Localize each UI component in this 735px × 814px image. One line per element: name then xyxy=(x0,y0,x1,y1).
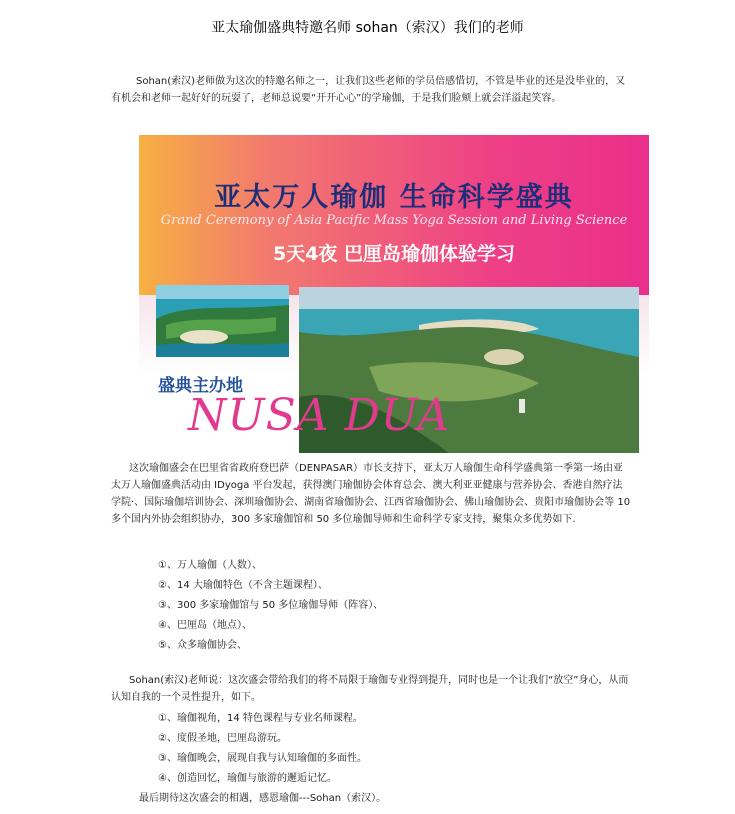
list-item: ②、14 大瑜伽特色（不含主题课程）、 xyxy=(158,580,328,591)
list-item: ②、度假圣地，巴厘岛游玩。 xyxy=(158,733,287,744)
event-paragraph: 这次瑜伽盛会在巴里省省政府登巴萨（DENPASAR）市长支持下，亚太万人瑜伽生命科学盛典第一季第一场由亚太万人瑜伽盛典活动由 IDyoga 平台发起，获得澳门瑜伽协会体育总会、澳大利亚亚健康与营养协会、香港自然疗法学院·、国际瑜伽培训协会、深圳瑜伽协会、湖南省瑜伽协会、江西省瑜伽协会、佛山瑜伽协会、贵阳市瑜伽协会等 10 多个国内外协会组织协办，300 多家瑜伽馆和 50 多位瑜伽导师和生命科学专家支持，聚集众多优势如下. xyxy=(111,463,631,525)
host-venue-label: 盛典主办地 xyxy=(158,376,243,396)
closing-line: 最后期待这次盛会的相遇，感恩瑜伽---Sohan（索汉）。 xyxy=(139,793,387,804)
list-item: ①、瑜伽视角，14 特色课程与专业名师课程。 xyxy=(158,713,363,724)
banner-title: 亚太万人瑜伽 生命科学盛典 xyxy=(214,182,574,213)
banner-subtitle: Grand Ceremony of Asia Pacific Mass Yoga Session and Living Science xyxy=(160,213,628,228)
sohan-paragraph: Sohan(索汉)老师说：这次盛会带给我们的将不局限于瑜伽专业得到提升，同时也是一个让我们“放空”身心，从而认知自我的一个灵性提升，如下。 xyxy=(111,675,629,703)
banner-tagline: 5天4夜 巴厘岛瑜伽体验学习 xyxy=(272,243,516,265)
intro-paragraph: Sohan(索汉)老师做为这次的特邀名师之一，让我们这些老师的学员倍感惜切，不管是毕业的还是没毕业的，又有机会和老师一起好好的玩耍了，老师总说要“开开心心”的学瑜伽，于是我们脸颊上就会洋溢起笑容。 xyxy=(111,76,626,104)
benefits-list xyxy=(158,709,367,789)
list-item: ③、瑜伽晚会，展现自我与认知瑜伽的多面性。 xyxy=(158,753,367,764)
venue-name: NUSA DUA xyxy=(188,390,451,441)
list-item: ①、万人瑜伽（人数）、 xyxy=(158,560,262,571)
list-item: ④、创造回忆，瑜伽与旅游的邂逅记忆。 xyxy=(158,773,337,784)
page-title: 亚太瑜伽盛典特邀名师 sohan（索汉）我们的老师 xyxy=(211,20,524,36)
advantages-list xyxy=(158,556,383,656)
list-item: ⑤、众多瑜伽协会、 xyxy=(158,640,247,651)
island-aerial-photo xyxy=(156,285,289,357)
list-item: ③、300 多家瑜伽馆与 50 多位瑜伽导师（阵容）、 xyxy=(158,600,384,611)
event-banner xyxy=(139,135,649,453)
list-item: ④、巴厘岛（地点）、 xyxy=(158,620,252,631)
